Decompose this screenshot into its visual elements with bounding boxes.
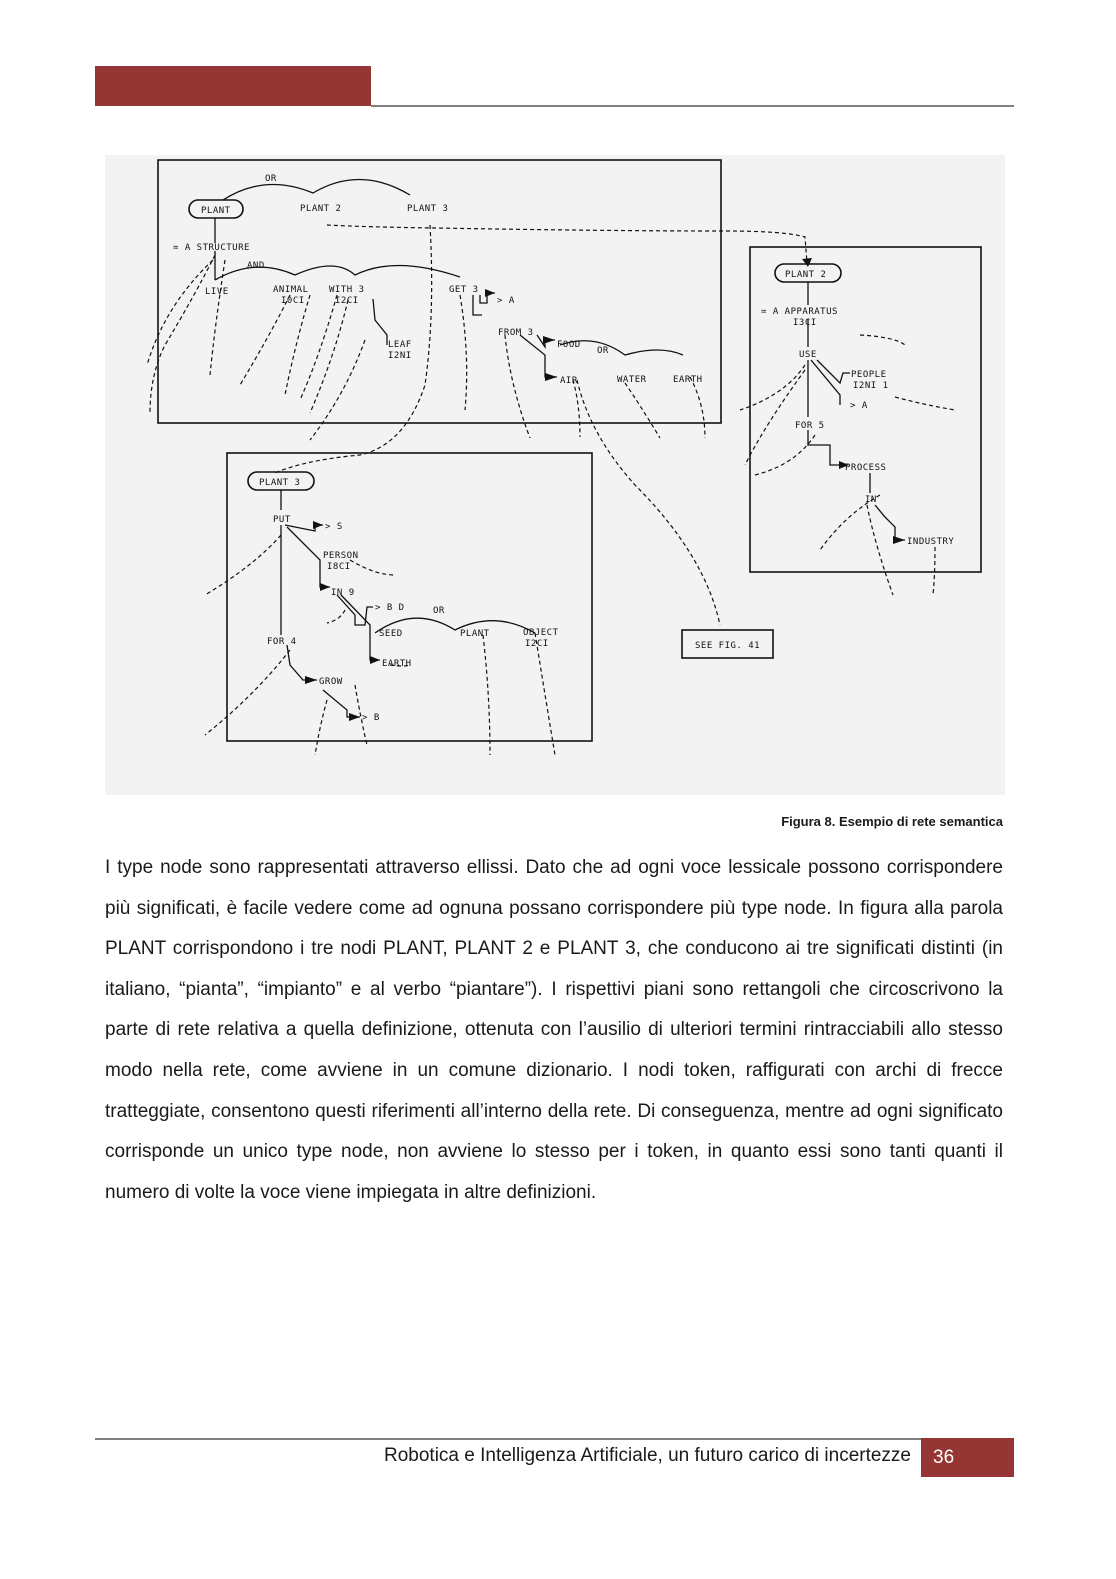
label-get3: GET 3 — [449, 285, 479, 295]
label-b-d: > B D — [375, 603, 405, 613]
label-industry: INDUSTRY — [907, 537, 955, 547]
label-grow: GROW — [319, 677, 343, 687]
label-and: AND — [247, 261, 265, 271]
label-plant-low: PLANT — [460, 629, 490, 639]
label-animal-code: I0CI — [281, 296, 305, 306]
semantic-network-figure — [105, 155, 1005, 795]
label-person: PERSON — [323, 551, 359, 561]
label-process: PROCESS — [845, 463, 887, 473]
label-food: FOOD — [557, 340, 581, 350]
footer-title: Robotica e Intelligenza Artificiale, un futuro carico di incertezze — [384, 1445, 911, 1466]
label-people-a: > A — [850, 401, 868, 411]
label-for5: FOR 5 — [795, 421, 825, 431]
body-paragraph: I type node sono rappresentati attraverso ellissi. Dato che ad ogni voce lessicale possono corrispondere più significati, è facile vedere come ad ognuna possano corrispondere più type node. In figura alla parola PLANT corrispondono i tre nodi PLANT, PLANT 2 e PLANT 3, che conducono ai tre significati distinti (in italiano, “pianta”, “impianto” e al verbo “piantare”). I rispettivi piani sono rettangoli che circoscrivono la parte di rete relativa a quella definizione, ottenuta con l’ausilio di ulteriori termini rintracciabili allo stesso modo nella rete, come avviene in un comune dizionario. I nodi token, raffigurati con archi di frecce tratteggiate, consentono questi riferimenti all’interno della rete. Di conseguenza, mentre ad ogni significato corrisponde un unico type node, non avviene lo stesso per i token, in quanto essi sono tanti quanti il numero di volte la voce viene impiegata in altre definizioni. — [105, 857, 1003, 1203]
label-object-code: I2CI — [525, 639, 549, 649]
footer-rule — [95, 1438, 921, 1440]
figure-caption: Figura 8. Esempio di rete semantica — [781, 814, 1003, 829]
label-earth: EARTH — [673, 375, 703, 385]
label-a-apparatus: = A APPARATUS — [761, 307, 838, 317]
label-object: OBJECT — [523, 628, 559, 638]
label-leaf-code: I2NI — [388, 351, 412, 361]
label-plant3-top: PLANT 3 — [407, 204, 449, 214]
label-person-code: I8CI — [327, 562, 351, 572]
label-leaf: LEAF — [388, 340, 412, 350]
label-put-s: > S — [325, 522, 343, 532]
label-plant: PLANT — [201, 206, 231, 216]
body-text — [105, 848, 1003, 1213]
label-people: PEOPLE — [851, 370, 887, 380]
label-in9: IN 9 — [331, 588, 355, 598]
semantic-network-diagram — [105, 155, 1005, 795]
label-get-a: > A — [497, 296, 515, 306]
label-seed: SEED — [379, 629, 403, 639]
header-accent-band — [95, 66, 371, 106]
label-with3-code: I2CI — [335, 296, 359, 306]
label-put: PUT — [273, 515, 291, 525]
label-apparatus-code: I3CI — [793, 318, 817, 328]
label-with3: WITH 3 — [329, 285, 365, 295]
label-water: WATER — [617, 375, 647, 385]
label-or-mid: OR — [597, 346, 609, 356]
label-see-fig: SEE FIG. 41 — [695, 641, 761, 651]
label-in: IN — [865, 495, 877, 505]
label-people-code: I2NI 1 — [853, 381, 889, 391]
label-for4: FOR 4 — [267, 637, 297, 647]
label-or-low: OR — [433, 606, 445, 616]
label-air: AIR — [560, 376, 578, 386]
label-plant2-top: PLANT 2 — [300, 204, 342, 214]
header-rule — [371, 105, 1014, 107]
label-live: LIVE — [205, 287, 229, 297]
label-or-top: OR — [265, 174, 277, 184]
label-earth-low: EARTH — [382, 659, 412, 669]
label-use: USE — [799, 350, 817, 360]
label-a-structure: = A STRUCTURE — [173, 243, 250, 253]
label-plant2-node: PLANT 2 — [785, 270, 827, 280]
plane-plant3 — [227, 453, 592, 741]
label-b: > B — [362, 713, 380, 723]
label-from3: FROM 3 — [498, 328, 534, 338]
label-plant3-node: PLANT 3 — [259, 478, 301, 488]
page-number: 36 — [921, 1438, 1014, 1477]
label-animal: ANIMAL — [273, 285, 309, 295]
